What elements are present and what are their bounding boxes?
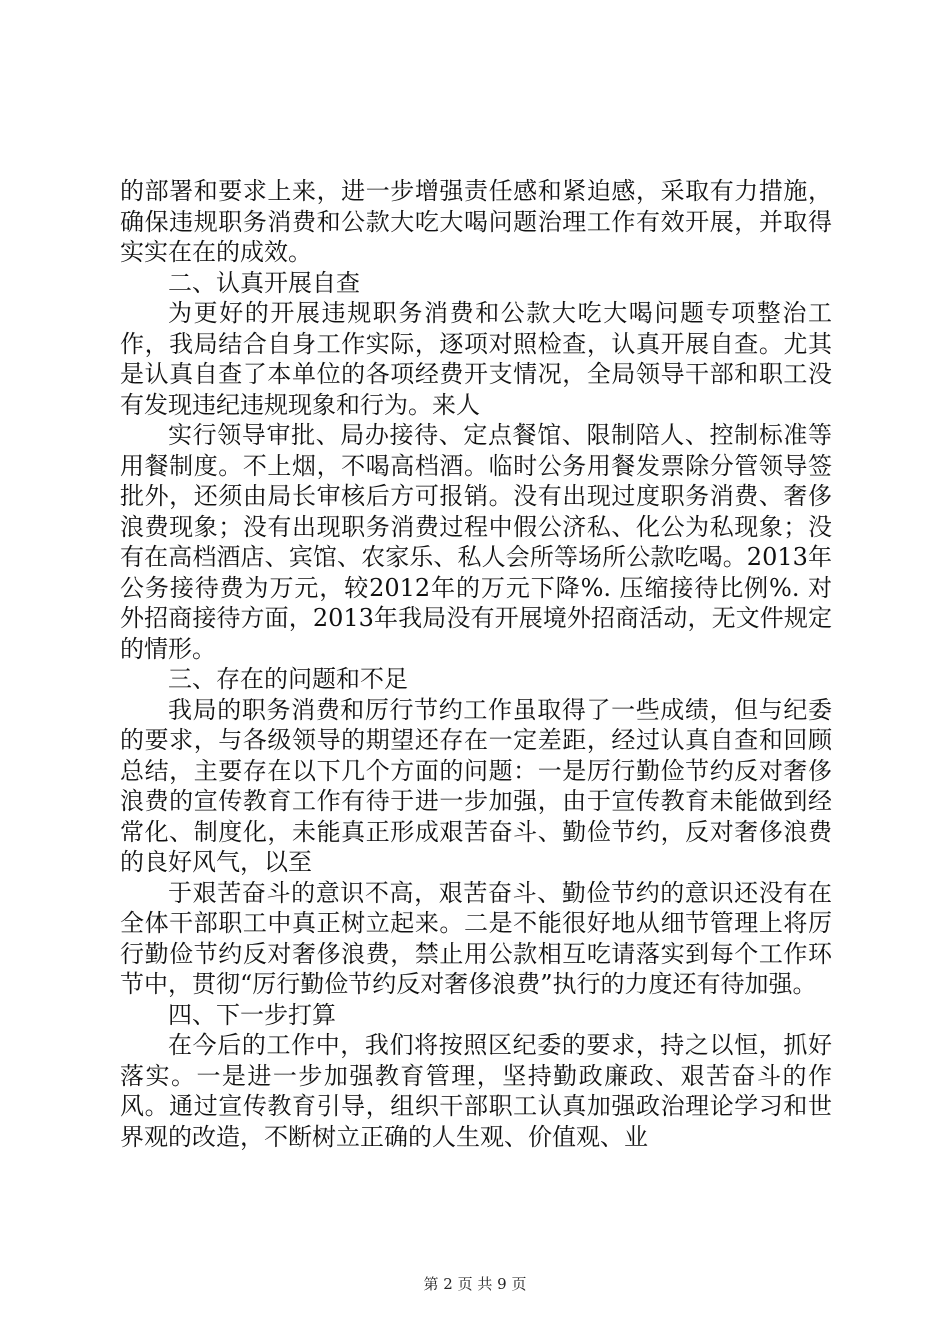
page-footer xyxy=(0,1274,950,1294)
paragraph-continued: 的部署和要求上来，进一步增强责任感和紧迫感，采取有力措施，确保违规职务消费和公款大吃大喝问题治理工作有效开展，并取得实实在在的成效。 xyxy=(120,177,832,266)
paragraph-next-steps: 在今后的工作中，我们将按照区纪委的要求，持之以恒，抓好落实。一是进一步加强教育管理，坚持勤政廉政、艰苦奋斗的作风。通过宣传教育引导，组织干部职工认真加强政治理论学习和世界观的改造，不断树立正确的人生观、价值观、业 xyxy=(120,1031,832,1151)
paragraph-problems: 我局的职务消费和厉行节约工作虽取得了一些成绩，但与纪委的要求，与各级领导的期望还存在一定差距，经过认真自查和回顾总结，主要存在以下几个方面的问题：一是厉行勤俭节约反对奢侈浪费的宣传教育工作有待于进一步加强，由于宣传教育未能做到经常化、制度化，未能真正形成艰苦奋斗、勤俭节约，反对奢侈浪费的良好风气，以至 xyxy=(120,695,832,876)
document-body xyxy=(120,176,832,1152)
section-heading-problems: 三、存在的问题和不足 xyxy=(168,665,408,693)
paragraph-self-inspection: 为更好的开展违规职务消费和公款大吃大喝问题专项整治工作，我局结合自身工作实际，逐项对照检查，认真开展自查。尤其是认真自查了本单位的各项经费开支情况，全局领导干部和职工没有发现违纪违规现象和行为。来人 xyxy=(120,299,832,419)
paragraph-dining-rules: 实行领导审批、局办接待、定点餐馆、限制陪人、控制标准等用餐制度。不上烟，不喝高档酒。临时公务用餐发票除分管领导签批外，还须由局长审核后方可报销。没有出现过度职务消费、奢侈浪费现象；没有出现职务消费过程中假公济私、化公为私现象；没有在高档酒店、宾馆、农家乐、私人会所等场所公款吃喝。2013年公务接待费为万元，较2012年的万元下降%. 压缩接待比例%. 对外招商接待方面，2013年我局没有开展境外招商活动，无文件规定的情形。 xyxy=(120,421,832,663)
page-number: 第 2 页 共 9 页 xyxy=(423,1275,527,1293)
paragraph-problems-continued: 于艰苦奋斗的意识不高，艰苦奋斗、勤俭节约的意识还没有在全体干部职工中真正树立起来。二是不能很好地从细节管理上将厉行勤俭节约反对奢侈浪费，禁止用公款相互吃请落实到每个工作环节中，贯彻“厉行勤俭节约反对奢侈浪费”执行的力度还有待加强。 xyxy=(120,878,832,998)
section-heading-next-steps: 四、下一步打算 xyxy=(168,1000,336,1029)
section-heading-self-inspection: 二、认真开展自查 xyxy=(168,268,360,297)
